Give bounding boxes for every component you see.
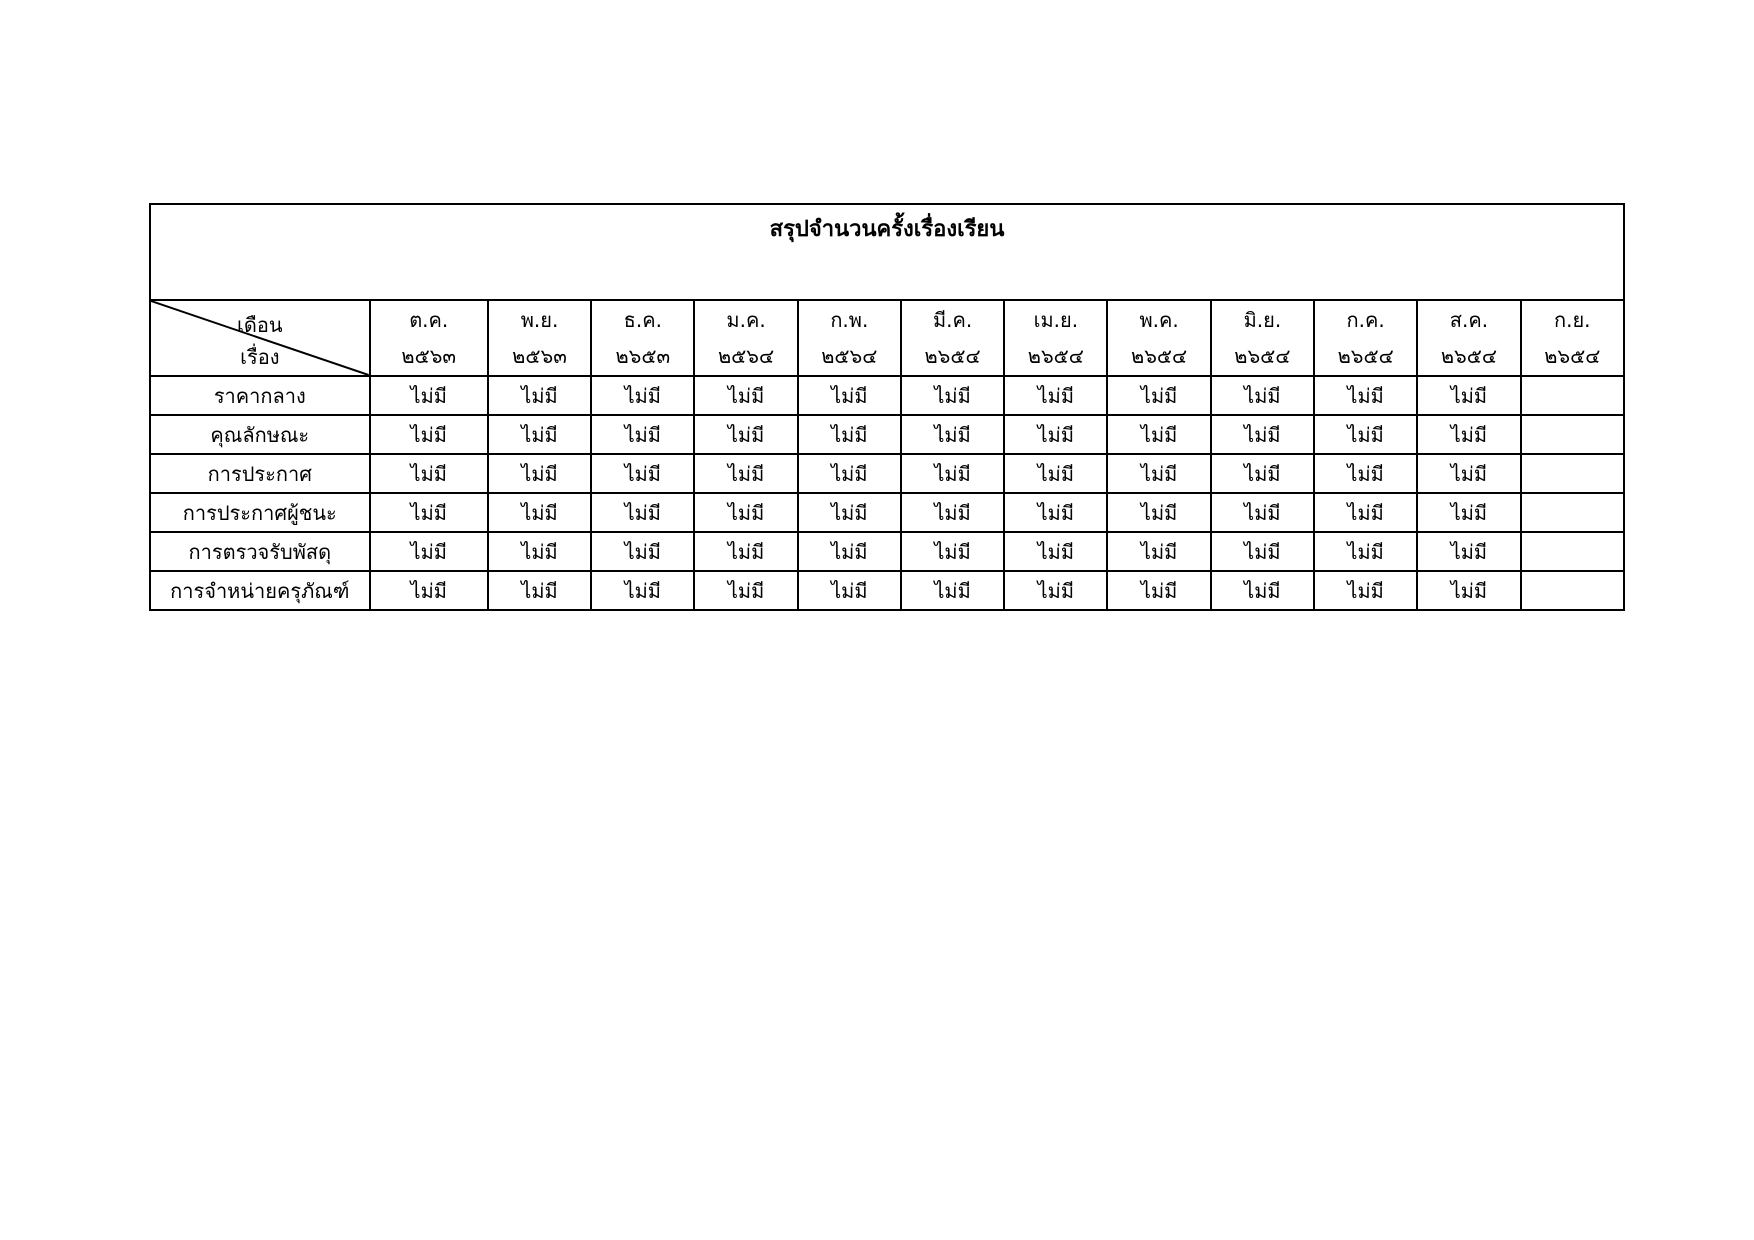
table-cell: ไม่มี xyxy=(694,454,797,493)
row-label: ราคากลาง xyxy=(150,376,370,415)
table-cell: ไม่มี xyxy=(488,415,591,454)
table-cell: ไม่มี xyxy=(1211,415,1314,454)
month-year: ๒๖๕๔ xyxy=(1440,344,1497,368)
table-title: สรุปจำนวนครั้งเรื่องเรียน xyxy=(150,204,1624,300)
month-year: ๒๖๕๔ xyxy=(1337,344,1394,368)
table-cell: ไม่มี xyxy=(694,376,797,415)
row-label: การประกาศ xyxy=(150,454,370,493)
table-row xyxy=(150,376,1624,415)
table-cell: ไม่มี xyxy=(488,454,591,493)
month-name: ธ.ค. xyxy=(623,308,662,332)
table-cell: ไม่มี xyxy=(1417,493,1520,532)
month-name: ส.ค. xyxy=(1449,308,1489,332)
table-cell: ไม่มี xyxy=(370,532,488,571)
table-cell: ไม่มี xyxy=(1417,376,1520,415)
table-cell: ไม่มี xyxy=(901,376,1004,415)
month-name: ต.ค. xyxy=(409,308,449,332)
table-cell: ไม่มี xyxy=(1314,493,1417,532)
month-header-cell xyxy=(370,300,488,376)
table-cell: ไม่มี xyxy=(370,493,488,532)
table-cell: ไม่มี xyxy=(1314,571,1417,610)
table-cell: ไม่มี xyxy=(1107,415,1210,454)
table-cell: ไม่มี xyxy=(1211,493,1314,532)
table-cell: ไม่มี xyxy=(901,415,1004,454)
month-header-cell xyxy=(488,300,591,376)
month-header-cell xyxy=(694,300,797,376)
month-name: พ.ย. xyxy=(520,308,559,332)
table-cell: ไม่มี xyxy=(1211,571,1314,610)
table-cell: ไม่มี xyxy=(370,376,488,415)
table-cell: ไม่มี xyxy=(798,454,901,493)
table-cell: ไม่มี xyxy=(591,493,694,532)
table-cell xyxy=(1521,415,1624,454)
month-year: ๒๖๕๓ xyxy=(615,344,671,368)
table-cell: ไม่มี xyxy=(488,376,591,415)
month-year: ๒๖๕๔ xyxy=(1544,344,1601,368)
table-cell: ไม่มี xyxy=(1107,376,1210,415)
table-cell: ไม่มี xyxy=(1314,415,1417,454)
table-cell: ไม่มี xyxy=(488,493,591,532)
month-year: ๒๖๕๔ xyxy=(1131,344,1188,368)
month-name: เม.ย. xyxy=(1033,308,1079,332)
table-cell xyxy=(1521,532,1624,571)
table-cell: ไม่มี xyxy=(1314,454,1417,493)
table-cell: ไม่มี xyxy=(591,415,694,454)
header-row xyxy=(150,300,1624,376)
month-name: ก.ค. xyxy=(1346,308,1385,332)
table-cell: ไม่มี xyxy=(1004,376,1107,415)
table-row xyxy=(150,571,1624,610)
month-header-cell xyxy=(591,300,694,376)
table-cell: ไม่มี xyxy=(1004,532,1107,571)
month-year: ๒๖๕๔ xyxy=(924,344,981,368)
table-cell xyxy=(1521,376,1624,415)
table-cell: ไม่มี xyxy=(901,532,1004,571)
table-cell: ไม่มี xyxy=(370,415,488,454)
table-cell: ไม่มี xyxy=(1107,532,1210,571)
table-cell: ไม่มี xyxy=(798,571,901,610)
table-cell: ไม่มี xyxy=(694,532,797,571)
title-row xyxy=(150,204,1624,300)
corner-month-label: เดือน xyxy=(237,313,283,337)
table-cell: ไม่มี xyxy=(694,415,797,454)
table-cell: ไม่มี xyxy=(591,454,694,493)
table-cell: ไม่มี xyxy=(798,532,901,571)
table-cell: ไม่มี xyxy=(901,493,1004,532)
table-row xyxy=(150,415,1624,454)
table-cell: ไม่มี xyxy=(1211,454,1314,493)
month-header-cell xyxy=(798,300,901,376)
table-cell: ไม่มี xyxy=(1107,454,1210,493)
month-header-cell xyxy=(1211,300,1314,376)
table-row xyxy=(150,532,1624,571)
corner-subject-label: เรื่อง xyxy=(240,345,280,369)
month-header-cell xyxy=(1107,300,1210,376)
table-cell: ไม่มี xyxy=(798,493,901,532)
month-name: ม.ค. xyxy=(726,308,766,332)
month-year: ๒๖๕๔ xyxy=(1027,344,1084,368)
table-cell: ไม่มี xyxy=(694,493,797,532)
table-cell: ไม่มี xyxy=(1211,532,1314,571)
summary-table xyxy=(149,203,1625,611)
table-row xyxy=(150,454,1624,493)
row-label: การประกาศผู้ชนะ xyxy=(150,493,370,532)
table-cell xyxy=(1521,493,1624,532)
table-cell: ไม่มี xyxy=(370,571,488,610)
row-label: การตรวจรับพัสดุ xyxy=(150,532,370,571)
table-cell: ไม่มี xyxy=(591,532,694,571)
month-header-cell xyxy=(1004,300,1107,376)
month-year: ๒๕๖๓ xyxy=(401,344,457,368)
table-cell: ไม่มี xyxy=(901,454,1004,493)
month-year: ๒๖๕๔ xyxy=(1234,344,1291,368)
month-year: ๒๕๖๔ xyxy=(717,344,775,368)
month-header-cell xyxy=(1417,300,1520,376)
table-cell: ไม่มี xyxy=(488,532,591,571)
table-cell: ไม่มี xyxy=(1004,493,1107,532)
table-body xyxy=(150,204,1624,610)
month-header-cell xyxy=(1521,300,1624,376)
month-name: ก.พ. xyxy=(830,308,869,332)
table-cell: ไม่มี xyxy=(1314,376,1417,415)
table-cell xyxy=(1521,571,1624,610)
month-name: พ.ค. xyxy=(1139,308,1179,332)
table-cell: ไม่มี xyxy=(1004,571,1107,610)
month-header-cell xyxy=(901,300,1004,376)
table-cell: ไม่มี xyxy=(591,376,694,415)
table-cell: ไม่มี xyxy=(798,415,901,454)
row-label: คุณลักษณะ xyxy=(150,415,370,454)
month-name: ก.ย. xyxy=(1554,308,1591,332)
table-cell: ไม่มี xyxy=(694,571,797,610)
table-cell: ไม่มี xyxy=(1004,454,1107,493)
table-cell: ไม่มี xyxy=(1417,571,1520,610)
table-cell: ไม่มี xyxy=(798,376,901,415)
table-cell: ไม่มี xyxy=(488,571,591,610)
month-year: ๒๕๖๓ xyxy=(512,344,567,368)
table-cell: ไม่มี xyxy=(1417,415,1520,454)
table-cell: ไม่มี xyxy=(370,454,488,493)
table-cell: ไม่มี xyxy=(1417,454,1520,493)
row-label: การจำหน่ายครุภัณฑ์ xyxy=(150,571,370,610)
month-header-cell xyxy=(1314,300,1417,376)
table-cell: ไม่มี xyxy=(1417,532,1520,571)
table-cell: ไม่มี xyxy=(1314,532,1417,571)
table-cell: ไม่มี xyxy=(1107,571,1210,610)
table-cell: ไม่มี xyxy=(901,571,1004,610)
month-name: มี.ค. xyxy=(932,308,973,332)
table-cell: ไม่มี xyxy=(1004,415,1107,454)
table-cell: ไม่มี xyxy=(1107,493,1210,532)
corner-header-cell xyxy=(150,300,370,376)
table-cell xyxy=(1521,454,1624,493)
table-cell: ไม่มี xyxy=(1211,376,1314,415)
table-cell: ไม่มี xyxy=(591,571,694,610)
month-year: ๒๕๖๔ xyxy=(821,344,878,368)
month-name: มิ.ย. xyxy=(1243,308,1282,332)
table-row xyxy=(150,493,1624,532)
